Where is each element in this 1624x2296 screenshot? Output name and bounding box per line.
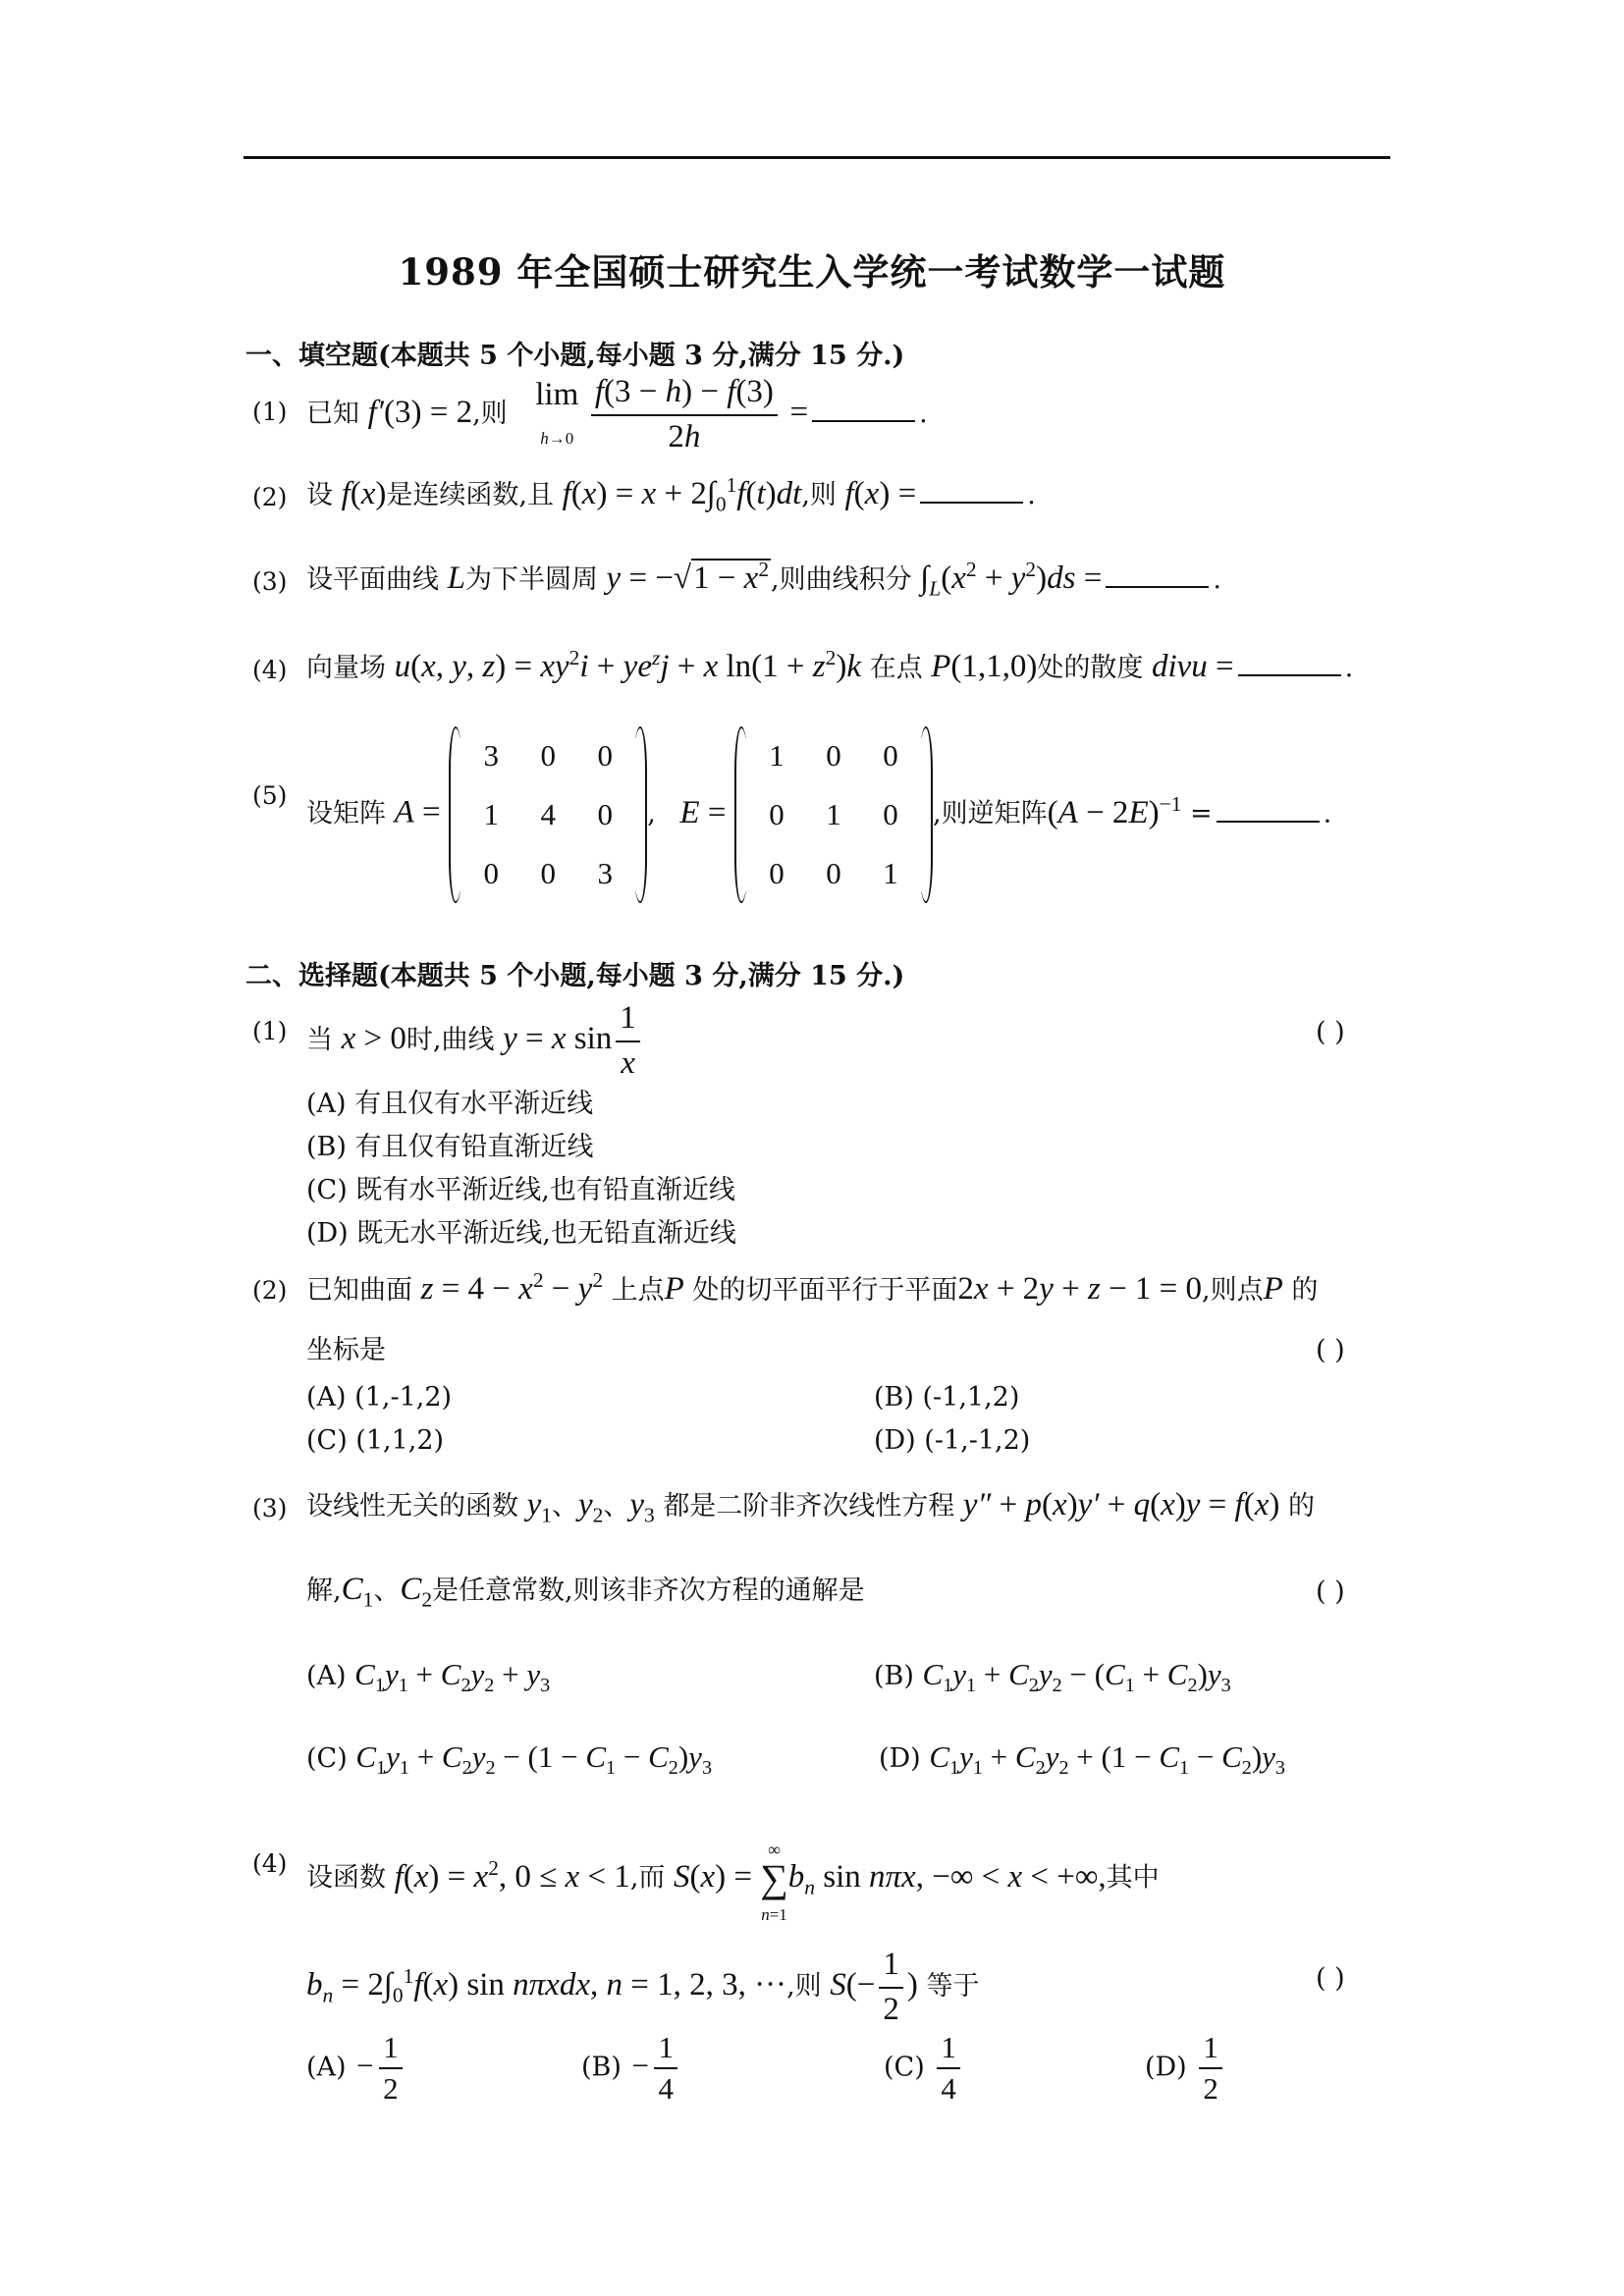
answer-parens: ( ): [1316, 1963, 1345, 1994]
s2-q3-option-d: (D) $C_1y_1 + C_2y_2 + (1 - C_1 - C_2)y_3$: [879, 1739, 1285, 1780]
s1-q1-mid: ,则: [472, 399, 508, 430]
section2-heading: 二、选择题(本题共 5 个小题,每小题 3 分,满分 15 分.): [245, 961, 905, 991]
top-rule: [244, 156, 1390, 159]
s1-q1-number: (1): [252, 398, 288, 426]
s2-q2-option-d: (D) (-1,-1,2): [874, 1425, 1031, 1456]
s2-q4-option-d: (D) $\frac{1}{2}$: [1145, 2030, 1226, 2107]
s1-q1-fraction: $\frac{f(3 - h) - f(3)}{2h}$: [591, 373, 778, 456]
s1-q5-mid: ,则逆矩阵: [933, 798, 1048, 829]
s2-q3-option-b: (B) $C_1y_1 + C_2y_2 - (C_1 + C_2)y_3$: [874, 1657, 1231, 1697]
s2-q3-line2: 解$,C_1$、$C_2$是任意常数,则该非齐次方程的通解是: [306, 1572, 865, 1612]
s1-q5-pre: 设矩阵: [306, 798, 386, 829]
s2-q2-mid2: 处的切平面平行于平面: [692, 1275, 958, 1306]
answer-blank: [812, 419, 915, 422]
s1-q2-pre: 设: [306, 480, 333, 510]
s2-q3-number: (3): [252, 1494, 288, 1522]
s1-q4: 向量场 u(x, y, $z) = xy^2i + ye^zj + x$ $\ln(1 + z^2)k$ 在点 P(1,1,0)处的散度 divu = .: [306, 646, 1354, 684]
s1-q2-number: (2): [252, 483, 288, 511]
s2-q2-line2: 坐标是: [306, 1335, 386, 1365]
s2-q3-mid1: 都是二阶非齐次线性方程: [663, 1491, 955, 1522]
s2-q3-line2b: 是任意常数,则该非齐次方程的通解是: [432, 1575, 865, 1606]
s2-q4-line2b: ,则: [786, 1971, 822, 2002]
answer-parens: ( ): [1316, 1576, 1345, 1607]
s2-q3-line2a: 解,: [306, 1575, 342, 1606]
s2-q1-number: (1): [252, 1017, 288, 1045]
page-title: 1989 年全国硕士研究生入学统一考试数学一试题: [398, 250, 1226, 294]
s1-q5: 设矩阵 A = 3 0 0 1 4 0 0 0 3 , E = 1 0 0 0 1 0 0 0 1 ,则逆矩阵$(A - 2E)^{-1}$ = .: [306, 726, 1331, 903]
answer-blank: [1106, 585, 1209, 588]
s2-q2: 已知曲面 $z = 4 - x^2 - y^2$ 上点P 处的切平面平行于平面2x + 2y + z − 1 = 0,则点P 的: [306, 1268, 1319, 1307]
s2-q2-option-a: (A) (1,-1,2): [306, 1382, 453, 1413]
s2-q4-line2: $b_n = 2\int_0^1f(x)$ sin nπxdx, n = 1, 2, 3, ···,则 S(− $\frac{1}{2}$ ) 等于: [306, 1947, 980, 2027]
s1-q4-mid2: 处的散度: [1037, 653, 1144, 683]
s2-q2-number: (2): [252, 1276, 288, 1305]
s1-q3-pre: 设平面曲线: [306, 564, 439, 595]
s2-q4-option-a: (A) − $\frac{1}{2}$: [306, 2030, 406, 2107]
s1-q5-number: (5): [252, 781, 288, 810]
s2-q2-pre: 已知曲面: [306, 1275, 412, 1306]
s2-q1-option-d: (D) 既无水平渐近线,也无铅直渐近线: [306, 1218, 736, 1249]
s2-q4-option-b: (B) − $\frac{1}{4}$: [581, 2030, 681, 2107]
s2-q3-end: 的: [1287, 1491, 1315, 1522]
s1-q4-mid1: 在点: [869, 653, 923, 683]
s1-q3-number: (3): [252, 567, 288, 596]
s1-q3: 设平面曲线 L为下半圆周 $y = -√1 - x^2$,则曲线积分 $\int_L(x^2 + y^2)ds$ = .: [306, 558, 1221, 601]
s2-q3-option-a: (A) $C_1y_1 + C_2y_2 + y_3$: [306, 1657, 551, 1697]
s2-q1-option-b: (B) 有且仅有铅直渐近线: [306, 1132, 594, 1162]
s1-q3-mid1: 为下半圆周: [464, 564, 598, 595]
s2-q2-option-c: (C) (1,1,2): [306, 1425, 445, 1456]
s1-q1-pre: 已知: [306, 399, 359, 430]
matrix-a: 3 0 0 1 4 0 0 0 3: [449, 726, 647, 903]
s2-q1: 当 x > 0时,曲线 y = x sin $\frac{1}{x}$: [306, 999, 644, 1083]
answer-blank: [1217, 820, 1320, 823]
s2-q3-pre: 设线性无关的函数: [306, 1491, 518, 1522]
s2-q4-option-c: (C) $\frac{1}{4}$: [884, 2030, 964, 2107]
s2-q2-end: 的: [1291, 1275, 1319, 1306]
s2-q4-number: (4): [252, 1849, 288, 1878]
s2-q3: 设线性无关的函数 $y_1$、$y_2$、$y_3$ 都是二阶非齐次线性方程 y″ + p(x)y′ + q(x)y = f(x) 的: [306, 1487, 1315, 1527]
answer-parens: ( ): [1316, 1335, 1345, 1365]
s2-q1-option-c: (C) 既有水平渐近线,也有铅直渐近线: [306, 1175, 735, 1205]
s1-q1: 已知 f′(3) = 2,则 lim h→0 $\frac{f(3 - h) - f(3)}{2h}$ = .: [306, 373, 928, 456]
s2-q1-mid: 时,曲线: [406, 1025, 495, 1056]
s2-q1-pre: 当: [306, 1025, 333, 1056]
s2-q2-mid3: ,则点: [1202, 1275, 1264, 1306]
answer-blank: [920, 501, 1023, 504]
s2-q4-line2c: 等于: [926, 1971, 980, 2002]
answer-parens: ( ): [1316, 1017, 1345, 1047]
s1-q3-mid2: ,则曲线积分: [771, 564, 912, 595]
s2-q4-end: 其中: [1106, 1862, 1160, 1894]
s2-q3-option-c: (C) $C_1y_1 + C_2y_2 - (1 - C_1 - C_2)y_3$: [306, 1739, 713, 1780]
s1-q4-number: (4): [252, 656, 288, 684]
section1-heading: 一、填空题(本题共 5 个小题,每小题 3 分,满分 15 分.): [245, 341, 905, 371]
s2-q2-mid1: 上点: [611, 1275, 665, 1306]
s2-q4-mid1: ,而: [629, 1862, 666, 1894]
s1-q2-mid1: 是连续函数,且: [386, 480, 555, 510]
s2-q4: 设函数 $f(x) = x^2$, 0 ≤ x < 1,而 S(x) = ∞ ∑ $n=1b_n$ sin nπx, −∞ < x < +∞,其中: [306, 1840, 1160, 1925]
s1-q4-pre: 向量场: [306, 653, 386, 683]
s2-q4-pre: 设函数: [306, 1862, 386, 1894]
s2-q2-option-b: (B) (-1,1,2): [874, 1382, 1020, 1413]
s2-q1-option-a: (A) 有且仅有水平渐近线: [306, 1089, 594, 1119]
matrix-e: 1 0 0 0 1 0 0 0 1: [734, 726, 933, 903]
s1-q2: 设 f(x)是连续函数,且 $f(x) = x + 2\int_0^1f(t)dt$,则 f(x) = .: [306, 473, 1036, 516]
s1-q2-mid2: ,则: [801, 480, 837, 510]
answer-blank: [1238, 673, 1341, 676]
